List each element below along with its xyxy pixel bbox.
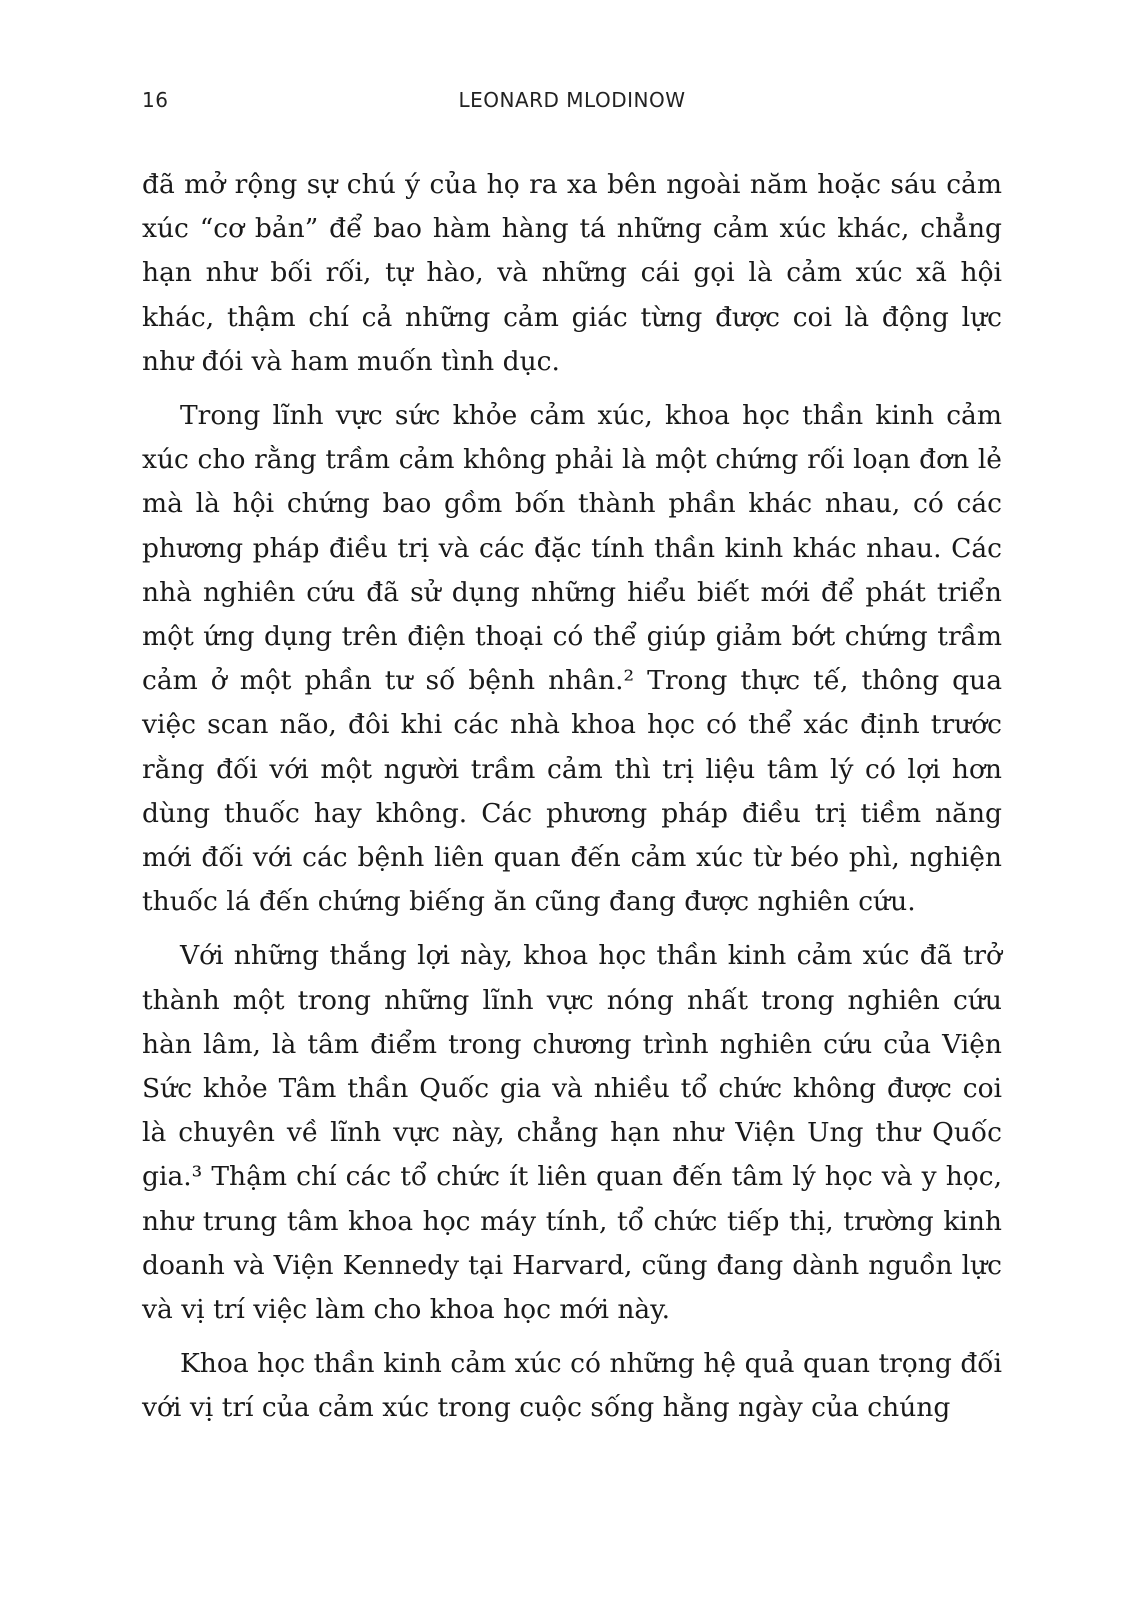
running-head-author: LEONARD MLODINOW <box>458 88 686 112</box>
page-number: 16 <box>142 88 169 112</box>
paragraph: Trong lĩnh vực sức khỏe cảm xúc, khoa học thần kinh cảm xúc cho rằng trầm cảm không phải là một chứng rối loạn đơn lẻ mà là hội chứng bao gồm bốn thành phần khác nhau, có các phương pháp điều trị và các đặc tính thần kinh khác nhau. Các nhà nghiên cứu đã sử dụng những hiểu biết mới để phát triển một ứng dụng trên điện thoại có thể giúp giảm bớt chứng trầm cảm ở một phần tư số bệnh nhân.² Trong thực tế, thông qua việc scan não, đôi khi các nhà khoa học có thể xác định trước rằng đối với một người trầm cảm thì trị liệu tâm lý có lợi hơn dùng thuốc hay không. Các phương pháp điều trị tiềm năng mới đối với các bệnh liên quan đến cảm xúc từ béo phì, nghiện thuốc lá đến chứng biếng ăn cũng đang được nghiên cứu. <box>142 400 1002 918</box>
paragraph: Khoa học thần kinh cảm xúc có những hệ quả quan trọng đối với vị trí của cảm xúc trong cuộc sống hằng ngày của chúng <box>142 1348 1002 1424</box>
paragraph-continuation: đã mở rộng sự chú ý của họ ra xa bên ngoài năm hoặc sáu cảm xúc “cơ bản” để bao hàm hàng tá những cảm xúc khác, chẳng hạn như bối rối, tự hào, và những cái gọi là cảm xúc xã hội khác, thậm chí cả những cảm giác từng được coi là động lực như đói và ham muốn tình dục. <box>142 169 1002 377</box>
running-header <box>142 88 1002 112</box>
body-text <box>142 163 1002 1441</box>
paragraph: Với những thắng lợi này, khoa học thần kinh cảm xúc đã trở thành một trong những lĩnh vực nóng nhất trong nghiên cứu hàn lâm, là tâm điểm trong chương trình nghiên cứu của Viện Sức khỏe Tâm thần Quốc gia và nhiều tổ chức không được coi là chuyên về lĩnh vực này, chẳng hạn như Viện Ung thư Quốc gia.³ Thậm chí các tổ chức ít liên quan đến tâm lý học và y học, như trung tâm khoa học máy tính, tổ chức tiếp thị, trường kinh doanh và Viện Kennedy tại Harvard, cũng đang dành nguồn lực và vị trí việc làm cho khoa học mới này. <box>142 940 1002 1326</box>
